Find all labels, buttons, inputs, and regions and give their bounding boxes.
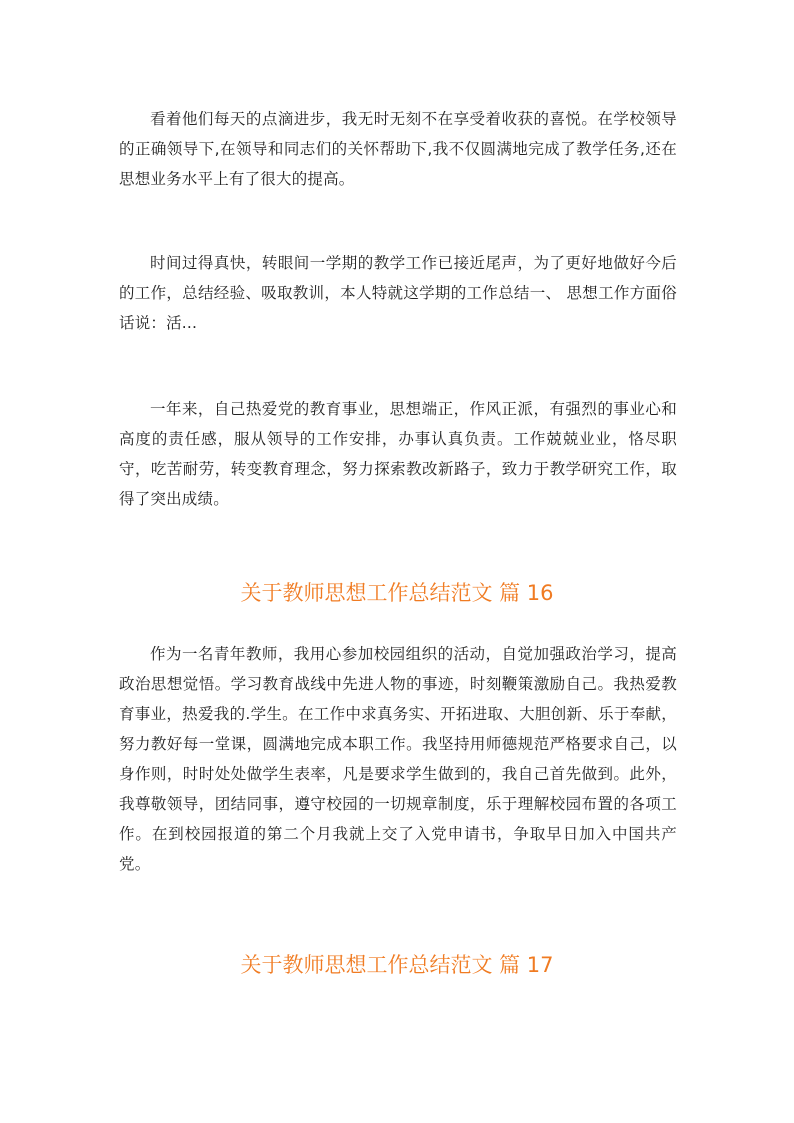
paragraph-3: 一年来，自己热爱党的教育事业，思想端正，作风正派，有强烈的事业心和高度的责任感，服从领导的工作安排，办事认真负责。工作兢兢业业，恪尽职守，吃苦耐劳，转变教育理念，努力探索教改新路子，致力于教学研究工作，取得了突出成绩。 (119, 400, 677, 508)
section-heading-16: 关于教师思想工作总结范文 篇 16 (240, 581, 554, 605)
paragraph-1: 看着他们每天的点滴进步，我无时无刻不在享受着收获的喜悦。在学校领导的正确领导下,在领导和同志们的关怀帮助下,我不仅圆满地完成了教学任务,还在思想业务水平上有了很大的提高。 (119, 110, 677, 188)
section-heading-17: 关于教师思想工作总结范文 篇 17 (240, 953, 554, 977)
paragraph-4: 作为一名青年教师，我用心参加校园组织的活动，自觉加强政治学习，提高政治思想觉悟。学习教育战线中先进人物的事迹，时刻鞭策激励自己。我热爱教育事业，热爱我的.学生。在工作中求真务实、开拓进取、大胆创新、乐于奉献，努力教好每一堂课，圆满地完成本职工作。我坚持用师德规范严格要求自己，以身作则，时时处处做学生表率，凡是要求学生做到的，我自己首先做到。此外，我尊敬领导，团结同事，遵守校园的一切规章制度，乐于理解校园布置的各项工作。在到校园报道的第二个月我就上交了入党申请书，争取早日加入中国共产党。 (119, 645, 677, 873)
paragraph-2: 时间过得真快，转眼间一学期的教学工作已接近尾声，为了更好地做好今后的工作，总结经验、吸取教训，本人特就这学期的工作总结一、 思想工作方面俗话说：活... (119, 254, 677, 332)
